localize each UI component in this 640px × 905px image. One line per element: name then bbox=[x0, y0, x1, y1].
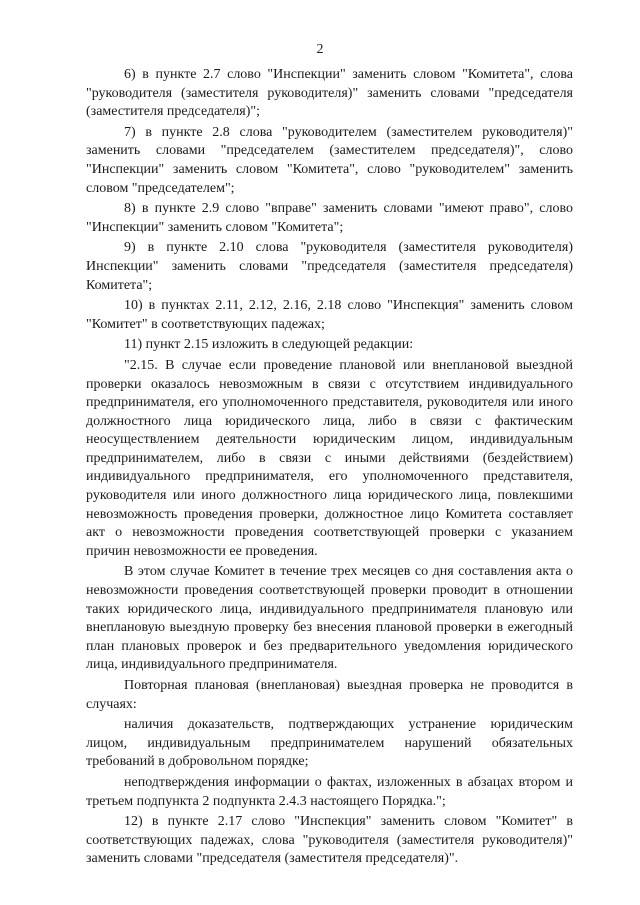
paragraph-quoted-2-15: "2.15. В случае если проведение плановой или внеплановой выездной проверки оказалось невозможным в связи с отсутствием индивидуального предпринимателя, его уполномоченного представителя, руководителя или иного должностного лица юридического лица, либо в связи с фактическим неосуществлением деятельности юридическим лицом, индивидуальным предпринимателем, либо в связи с иными действиями (бездействием) индивидуального предпринимателя, его уполномоченного представителя, руководителя или иного должностного лица юридического лица, повлекшими невозможность проведения проверки, должностное лицо Комитета составляет акт о невозможности проведения соответствующей проверки с указанием причин невозможности ее проведения. bbox=[86, 357, 573, 559]
paragraph-item-8: 8) в пункте 2.9 слово "вправе" заменить словами "имеют право", слово "Инспекции" заменить словом "Комитета"; bbox=[86, 201, 573, 235]
paragraph-quoted-continuation: В этом случае Комитет в течение трех месяцев со дня составления акта о невозможности проведения соответствующей проверки проводит в отношении таких юридического лица, индивидуального предпринимателя плановую или внеплановую выездную проверку без внесения плановой проверки в ежегодный план плановых проверок и без предварительного уведомления юридического лица, индивидуального предпринимателя. bbox=[86, 564, 573, 673]
paragraph-item-10: 10) в пунктах 2.11, 2.12, 2.16, 2.18 слово "Инспекция" заменить словом "Комитет" в соответствующих падежах; bbox=[86, 298, 573, 332]
paragraph-case-evidence: наличия доказательств, подтверждающих устранение юридическим лицом, индивидуальным предпринимателем нарушений обязательных требований в добровольном порядке; bbox=[86, 717, 573, 770]
paragraph-case-unconfirmed: неподтверждения информации о фактах, изложенных в абзацах втором и третьем подпункта 2 подпункта 2.4.3 настоящего Порядка."; bbox=[86, 774, 573, 809]
paragraph-item-9: 9) в пункте 2.10 слова "руководителя (заместителя руководителя) Инспекции" заменить словами "председателя (заместителя председателя) Комитета"; bbox=[86, 240, 573, 293]
paragraph-item-6: 6) в пункте 2.7 слово "Инспекции" заменить словом "Комитета", слова "руководителя (заместителя руководителя)" заменить словами "председателя (заместителя председателя)"; bbox=[86, 67, 573, 120]
paragraph-item-7: 7) в пункте 2.8 слова "руководителем (заместителем руководителя)" заменить словами "председателем (заместителем председателя)", слово "Инспекции" заменить словом "Комитета", слово "руководителем" заменить словом "председателем"; bbox=[86, 124, 573, 196]
paragraph-repeat-inspection: Повторная плановая (внеплановая) выездная проверка не проводится в случаях: bbox=[86, 678, 573, 712]
paragraph-item-11: 11) пункт 2.15 изложить в следующей редакции: bbox=[124, 337, 414, 353]
paragraph-item-12: 12) в пункте 2.17 слово "Инспекция" заменить словом "Комитет" в соответствующих падежах, слова "руководителя (заместителя руководителя)" заменить словами "председателя (заместителя председателя)". bbox=[86, 814, 573, 867]
page-number: 2 bbox=[316, 42, 324, 57]
document-body bbox=[86, 66, 573, 871]
